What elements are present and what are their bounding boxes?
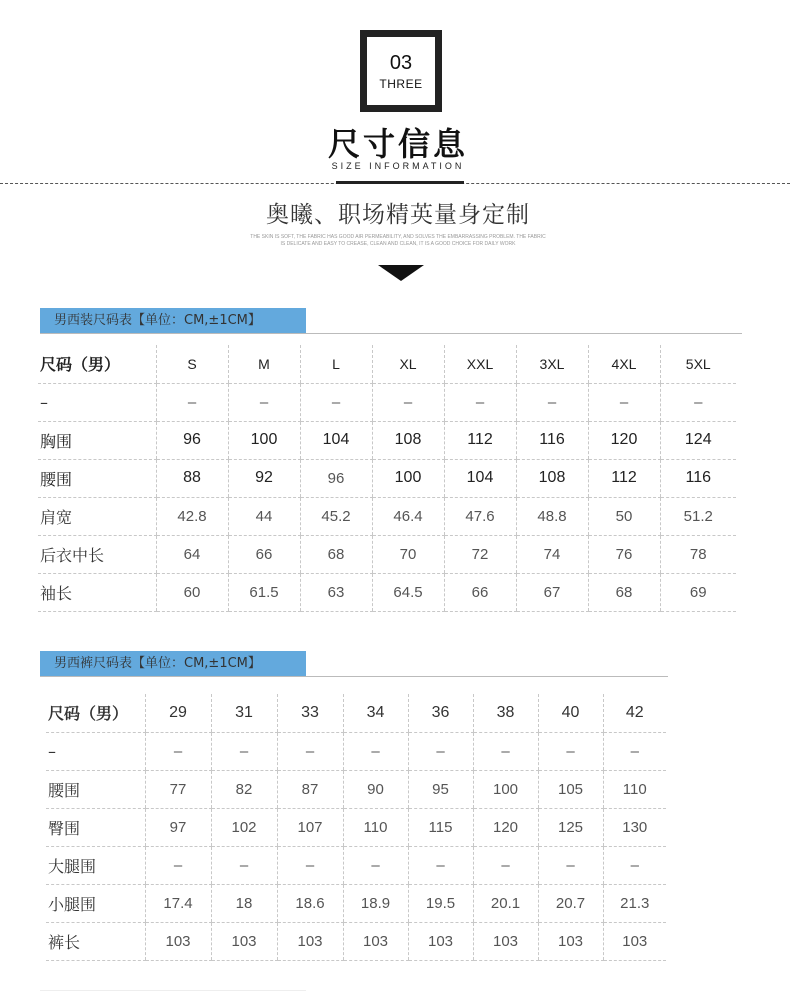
table-cell: 103 bbox=[211, 922, 277, 960]
table-cell: 103 bbox=[145, 922, 211, 960]
header-cell: 31 bbox=[211, 694, 277, 732]
table-cell: 42.8 bbox=[156, 497, 228, 535]
table-cell: – bbox=[228, 383, 300, 421]
table-cell: 102 bbox=[211, 808, 277, 846]
table-cell: – bbox=[343, 732, 408, 770]
badge-word: THREE bbox=[379, 76, 423, 91]
table-cell: 51.2 bbox=[660, 497, 736, 535]
table-cell: 46.4 bbox=[372, 497, 444, 535]
table-cell: 130 bbox=[603, 808, 666, 846]
table-cell: 82 bbox=[211, 770, 277, 808]
table-header-row bbox=[46, 694, 666, 732]
row-label: – bbox=[38, 383, 156, 421]
table-cell: 21.3 bbox=[603, 884, 666, 922]
header-cell: 42 bbox=[603, 694, 666, 732]
table-cell: 120 bbox=[588, 421, 660, 459]
table-cell: – bbox=[277, 732, 343, 770]
header-cell: S bbox=[156, 345, 228, 383]
table-cell: – bbox=[300, 383, 372, 421]
row-label: 腰围 bbox=[38, 459, 156, 497]
table-cell: 125 bbox=[538, 808, 603, 846]
table-cell: – bbox=[156, 383, 228, 421]
table-cell: 74 bbox=[516, 535, 588, 573]
header-cell: 40 bbox=[538, 694, 603, 732]
table-row bbox=[46, 732, 666, 770]
table-cell: 110 bbox=[603, 770, 666, 808]
table-cell: – bbox=[145, 846, 211, 884]
header-cell: 38 bbox=[473, 694, 538, 732]
table-row bbox=[38, 535, 736, 573]
table-cell: 72 bbox=[444, 535, 516, 573]
table-cell: 116 bbox=[660, 459, 736, 497]
table-cell: 108 bbox=[372, 421, 444, 459]
pants-size-table bbox=[46, 694, 666, 961]
table-cell: 18 bbox=[211, 884, 277, 922]
table-cell: 103 bbox=[277, 922, 343, 960]
table-cell: 115 bbox=[408, 808, 473, 846]
table-cell: 120 bbox=[473, 808, 538, 846]
table-cell: 18.6 bbox=[277, 884, 343, 922]
row-label: 大腿围 bbox=[46, 846, 145, 884]
table-cell: 88 bbox=[156, 459, 228, 497]
blurb bbox=[230, 234, 566, 248]
table-cell: – bbox=[603, 732, 666, 770]
header-cell: 33 bbox=[277, 694, 343, 732]
table-cell: 20.7 bbox=[538, 884, 603, 922]
row-label: 胸围 bbox=[38, 421, 156, 459]
table-cell: 63 bbox=[300, 573, 372, 611]
header-cell: 4XL bbox=[588, 345, 660, 383]
table-cell: 17.4 bbox=[145, 884, 211, 922]
table-cell: 103 bbox=[343, 922, 408, 960]
row-label: 肩宽 bbox=[38, 497, 156, 535]
table-cell: 47.6 bbox=[444, 497, 516, 535]
table-cell: 116 bbox=[516, 421, 588, 459]
table-row bbox=[46, 922, 666, 960]
table-cell: 107 bbox=[277, 808, 343, 846]
table-cell: – bbox=[372, 383, 444, 421]
table-cell: 66 bbox=[228, 535, 300, 573]
table-cell: 50 bbox=[588, 497, 660, 535]
table-cell: 103 bbox=[538, 922, 603, 960]
suit-table-rule bbox=[40, 333, 742, 334]
table-cell: 100 bbox=[372, 459, 444, 497]
table-cell: 48.8 bbox=[516, 497, 588, 535]
table-cell: 103 bbox=[408, 922, 473, 960]
table-cell: 61.5 bbox=[228, 573, 300, 611]
slogan: 奥曦、职场精英量身定制 bbox=[266, 202, 530, 228]
table-cell: 124 bbox=[660, 421, 736, 459]
table-cell: 68 bbox=[588, 573, 660, 611]
table-cell: 110 bbox=[343, 808, 408, 846]
table-row bbox=[46, 846, 666, 884]
table-cell: 103 bbox=[473, 922, 538, 960]
header-cell: XXL bbox=[444, 345, 516, 383]
table-row bbox=[38, 573, 736, 611]
row-label: 后衣中长 bbox=[38, 535, 156, 573]
table-cell: – bbox=[538, 846, 603, 884]
table-cell: 69 bbox=[660, 573, 736, 611]
table-cell: – bbox=[588, 383, 660, 421]
table-row bbox=[46, 770, 666, 808]
row-label: 腰围 bbox=[46, 770, 145, 808]
table-cell: 70 bbox=[372, 535, 444, 573]
table-cell: – bbox=[538, 732, 603, 770]
table-cell: – bbox=[473, 732, 538, 770]
header-cell: M bbox=[228, 345, 300, 383]
row-label: 臀围 bbox=[46, 808, 145, 846]
header-cell: 5XL bbox=[660, 345, 736, 383]
table-cell: 64 bbox=[156, 535, 228, 573]
suit-size-table bbox=[38, 345, 736, 612]
table-cell: 76 bbox=[588, 535, 660, 573]
table-cell: – bbox=[660, 383, 736, 421]
header-cell: 尺码（男） bbox=[46, 694, 145, 732]
table-cell: – bbox=[603, 846, 666, 884]
table-cell: 103 bbox=[603, 922, 666, 960]
table-row bbox=[38, 421, 736, 459]
table-cell: 100 bbox=[473, 770, 538, 808]
table-cell: – bbox=[473, 846, 538, 884]
table-cell: 68 bbox=[300, 535, 372, 573]
table-cell: 92 bbox=[228, 459, 300, 497]
badge-number: 03 bbox=[389, 51, 413, 74]
table-cell: 95 bbox=[408, 770, 473, 808]
table-cell: 108 bbox=[516, 459, 588, 497]
table-cell: 90 bbox=[343, 770, 408, 808]
table-cell: 20.1 bbox=[473, 884, 538, 922]
table-cell: 100 bbox=[228, 421, 300, 459]
table-cell: – bbox=[444, 383, 516, 421]
blurb-line-2: IS DELICATE AND EASY TO CREASE, CLEAN AND CLEAN, IT IS A GOOD CHOICE FOR DAILY WORK bbox=[280, 241, 516, 247]
table-cell: 104 bbox=[300, 421, 372, 459]
table-cell: 77 bbox=[145, 770, 211, 808]
table-cell: – bbox=[211, 732, 277, 770]
table-row bbox=[38, 383, 736, 421]
table-cell: – bbox=[277, 846, 343, 884]
pants-table-label: 男西裤尺码表【单位：CM,±1CM】 bbox=[40, 651, 306, 677]
footer-rule bbox=[40, 990, 306, 991]
table-cell: 60 bbox=[156, 573, 228, 611]
row-label: 小腿围 bbox=[46, 884, 145, 922]
table-cell: 19.5 bbox=[408, 884, 473, 922]
header-cell: 36 bbox=[408, 694, 473, 732]
table-cell: – bbox=[145, 732, 211, 770]
row-label: 袖长 bbox=[38, 573, 156, 611]
table-cell: – bbox=[211, 846, 277, 884]
table-cell: 87 bbox=[277, 770, 343, 808]
pants-table-rule bbox=[40, 676, 668, 677]
section-badge bbox=[360, 30, 442, 112]
row-label: 裤长 bbox=[46, 922, 145, 960]
blurb-line-1: THE SKIN IS SOFT, THE FABRIC HAS GOOD AIR PERMEABILITY, AND SOLVES THE EMBARRASSING PROBLEM. THE FABRIC bbox=[250, 234, 546, 240]
table-cell: 45.2 bbox=[300, 497, 372, 535]
table-row bbox=[38, 497, 736, 535]
table-row bbox=[38, 459, 736, 497]
table-cell: – bbox=[408, 846, 473, 884]
header-cell: 29 bbox=[145, 694, 211, 732]
table-cell: 78 bbox=[660, 535, 736, 573]
page-subtitle: SIZE INFORMATION bbox=[331, 161, 465, 171]
table-cell: 64.5 bbox=[372, 573, 444, 611]
table-cell: – bbox=[408, 732, 473, 770]
arrow-down-icon bbox=[378, 265, 424, 281]
table-header-row bbox=[38, 345, 736, 383]
table-cell: 66 bbox=[444, 573, 516, 611]
header-cell: 34 bbox=[343, 694, 408, 732]
divider-accent bbox=[336, 181, 464, 184]
header-cell: XL bbox=[372, 345, 444, 383]
header-cell: 尺码（男） bbox=[38, 345, 156, 383]
row-label: – bbox=[46, 732, 145, 770]
table-cell: 18.9 bbox=[343, 884, 408, 922]
table-cell: 112 bbox=[444, 421, 516, 459]
table-row bbox=[46, 808, 666, 846]
table-cell: – bbox=[343, 846, 408, 884]
page-title: 尺寸信息 bbox=[327, 125, 468, 163]
table-cell: 44 bbox=[228, 497, 300, 535]
table-cell: 96 bbox=[300, 459, 372, 497]
table-cell: 67 bbox=[516, 573, 588, 611]
header-cell: 3XL bbox=[516, 345, 588, 383]
section-badge-inner bbox=[367, 37, 435, 105]
table-cell: 96 bbox=[156, 421, 228, 459]
suit-table-label: 男西装尺码表【单位：CM,±1CM】 bbox=[40, 308, 306, 334]
table-cell: 112 bbox=[588, 459, 660, 497]
table-cell: 97 bbox=[145, 808, 211, 846]
table-row bbox=[46, 884, 666, 922]
table-cell: – bbox=[516, 383, 588, 421]
table-cell: 104 bbox=[444, 459, 516, 497]
table-cell: 105 bbox=[538, 770, 603, 808]
header-cell: L bbox=[300, 345, 372, 383]
